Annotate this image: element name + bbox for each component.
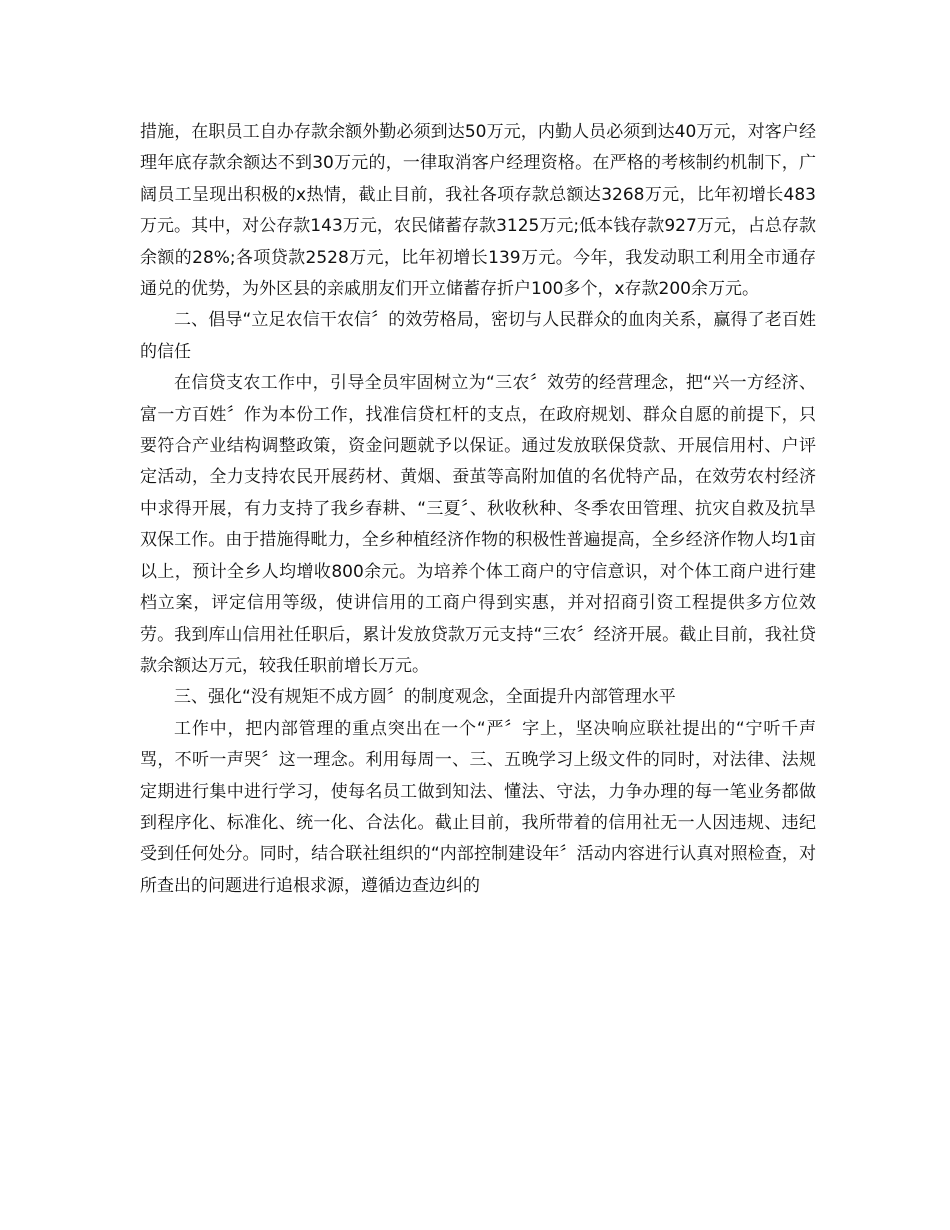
paragraph-internal-management: 工作中，把内部管理的重点突出在一个“严〞字上，坚决响应联社提出的“宁听千声骂，不听一声哭〞这一理念。利用每周一、三、五晚学习上级文件的同时，对法律、法规定期进行集中进行学习，使每名员工做到知法、懂法、守法，力争办理的每一笔业务都做到程序化、标准化、统一化、合法化。截止目前，我所带着的信用社无一人因违规、违纪受到任何处分。同时，结合联社组织的“内部控制建设年〞活动内容进行认真对照检查，对所查出的问题进行追根求源，遵循边查边纠的 [140,718,816,896]
paragraph-deposit-results: 措施，在职员工自办存款余额外勤必须到达50万元，内勤人员必须到达40万元，对客户经理年底存款余额达不到30万元的，一律取消客户经理资格。在严格的考核制约机制下，广阔员工呈现出积极的x热情，截止目前，我社各项存款总额达3268万元，比年初增长483万元。其中，对公存款143万元，农民储蓄存款3125万元;低本钱存款927万元，占总存款余额的28%;各项贷款2528万元，比年初增长139万元。今年，我发动职工利用全市通存通兑的优势，为外区县的亲戚朋友们开立储蓄存折户100多个，x存款200余万元。 [140,122,816,300]
section-heading-two: 二、倡导“立足农信干农信〞的效劳格局，密切与人民群众的血肉关系，赢得了老百姓的信任 [140,310,816,362]
section-heading-three: 三、强化“没有规矩不成方圆〞的制度观念，全面提升内部管理水平 [174,687,676,708]
document-body [140,117,816,902]
paragraph-credit-support: 在信贷支农工作中，引导全员牢固树立为“三农〞效劳的经营理念，把“兴一方经济、富一方百姓〞作为本份工作，找准信贷杠杆的支点，在政府规划、群众自愿的前提下，只要符合产业结构调整政策，资金问题就予以保证。通过发放联保贷款、开展信用村、户评定活动，全力支持农民开展药材、黄烟、蚕茧等高附加值的名优特产品，在效劳农村经济中求得开展，有力支持了我乡春耕、“三夏〞、秋收秋种、冬季农田管理、抗灾自救及抗旱双保工作。由于措施得毗力，全乡种植经济作物的积极性普遍提高，全乡经济作物人均1亩以上，预计全乡人均增收800余元。为培养个体工商户的守信意识，对个体工商户进行建档立案，评定信用等级，使讲信用的工商户得到实惠，并对招商引资工程提供多方位效劳。我到库山信用社任职后，累计发放贷款万元支持“三农〞经济开展。截止目前，我社贷款余额达万元，较我任职前增长万元。 [140,373,816,676]
